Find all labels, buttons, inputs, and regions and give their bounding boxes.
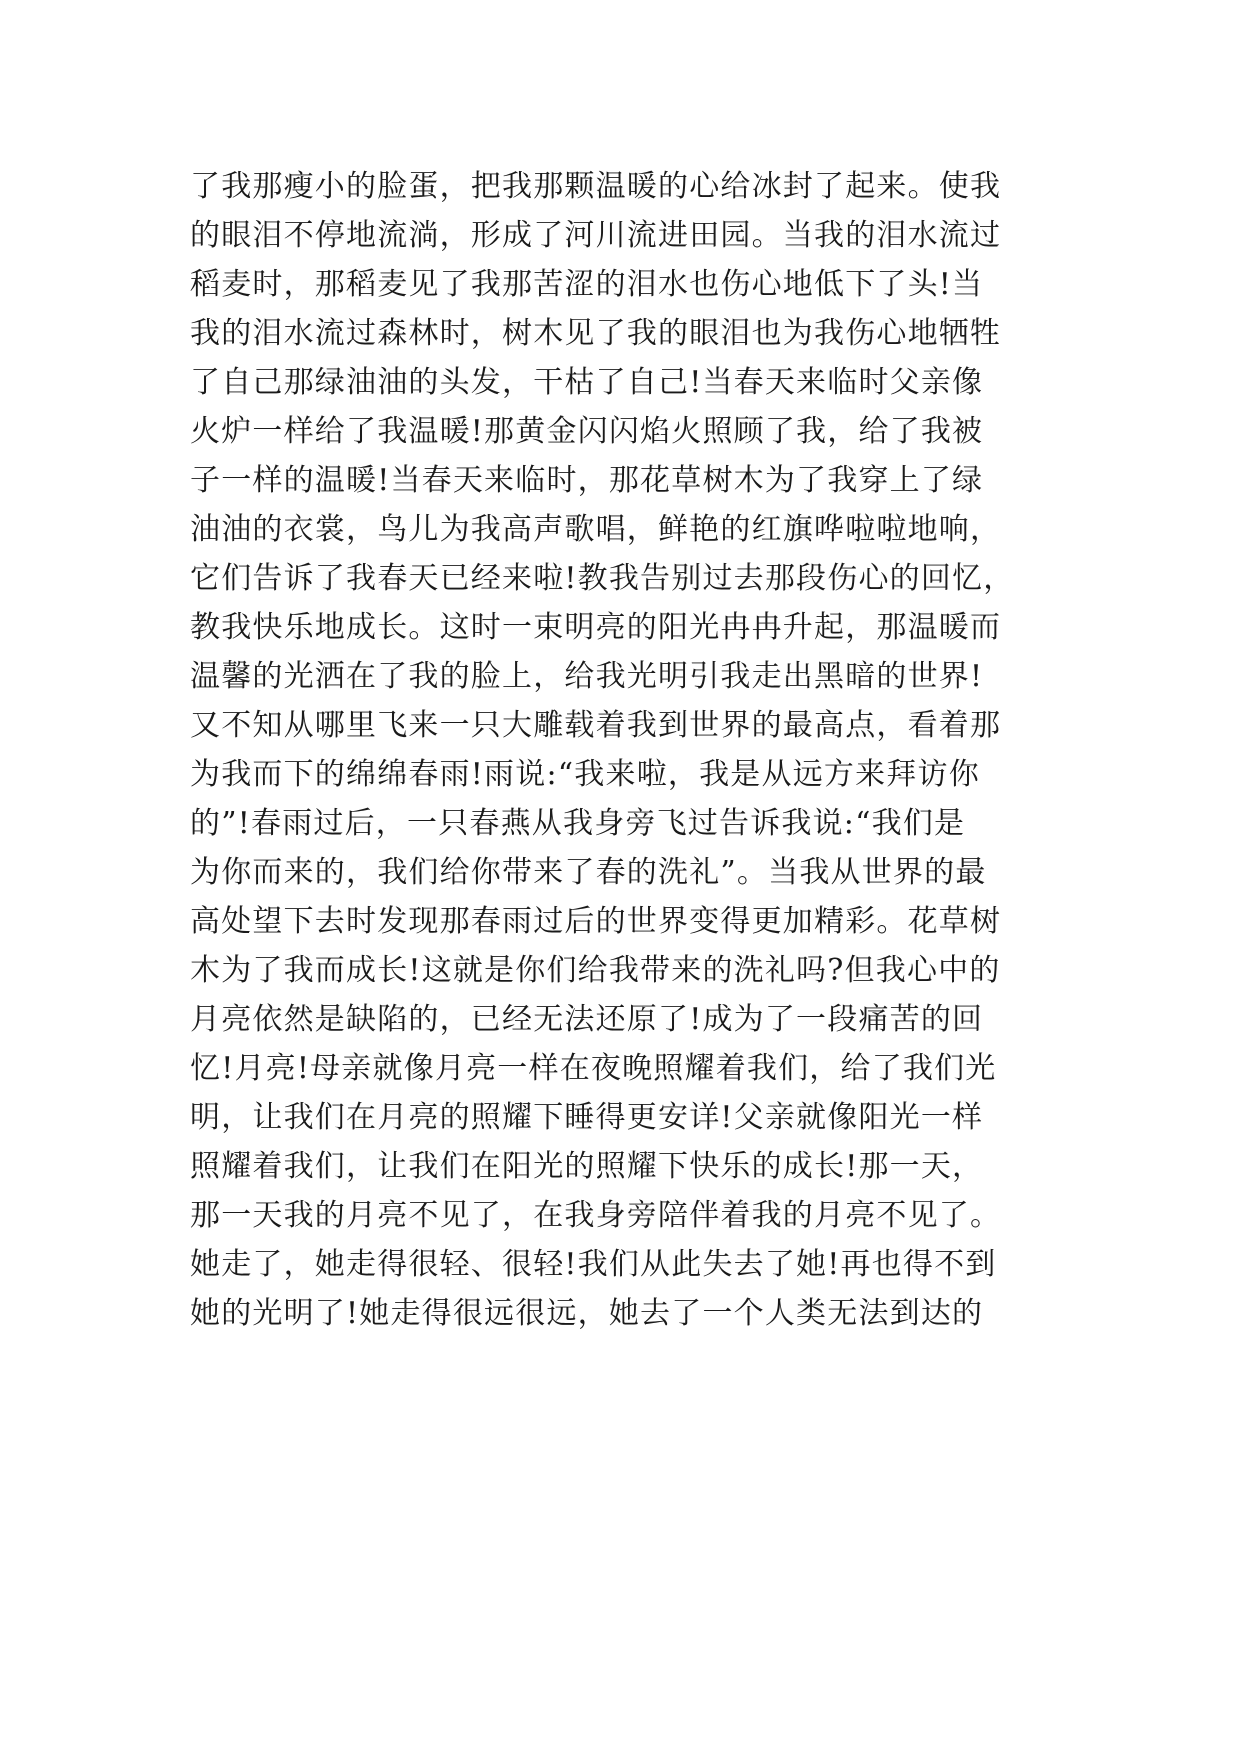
text-line: 那一天我的月亮不见了，在我身旁陪伴着我的月亮不见了。 xyxy=(190,1198,1002,1233)
text-line: 教我快乐地成长。这时一束明亮的阳光冉冉升起，那温暖而 xyxy=(190,610,1002,645)
text-line: 温馨的光洒在了我的脸上，给我光明引我走出黑暗的世界! xyxy=(190,659,984,694)
text-line: 我的泪水流过森林时，树木见了我的眼泪也为我伤心地牺牲 xyxy=(190,316,1002,351)
text-line: 高处望下去时发现那春雨过后的世界变得更加精彩。花草树 xyxy=(190,904,1002,939)
text-line: 为我而下的绵绵春雨!雨说:“我来啦，我是从远方来拜访你 xyxy=(190,757,980,792)
text-line: 它们告诉了我春天已经来啦!教我告别过去那段伤心的回忆， xyxy=(190,561,1015,596)
text-line: 木为了我而成长!这就是你们给我带来的洗礼吗?但我心中的 xyxy=(190,953,1001,988)
text-line: 忆!月亮!母亲就像月亮一样在夜晚照耀着我们，给了我们光 xyxy=(190,1051,997,1086)
text-line: 子一样的温暖!当春天来临时，那花草树木为了我穿上了绿 xyxy=(190,463,984,498)
text-line: 她走了，她走得很轻、很轻!我们从此失去了她!再也得不到 xyxy=(190,1247,997,1282)
text-line: 了我那瘦小的脸蛋，把我那颗温暖的心给冰封了起来。使我 xyxy=(190,169,1002,204)
text-line: 火炉一样给了我温暖!那黄金闪闪焰火照顾了我，给了我被 xyxy=(190,414,984,449)
text-line: 的眼泪不停地流淌，形成了河川流进田园。当我的泪水流过 xyxy=(190,218,1002,253)
text-line: 稻麦时，那稻麦见了我那苦涩的泪水也伤心地低下了头!当 xyxy=(190,267,984,302)
text-line: 又不知从哪里飞来一只大雕载着我到世界的最高点，看着那 xyxy=(190,708,1002,743)
text-line: 了自己那绿油油的头发，干枯了自己!当春天来临时父亲像 xyxy=(190,365,984,400)
text-line: 月亮依然是缺陷的，已经无法还原了!成为了一段痛苦的回 xyxy=(190,1002,984,1037)
body-text xyxy=(190,162,1080,1338)
text-line: 为你而来的，我们给你带来了春的洗礼”。当我从世界的最 xyxy=(190,855,987,890)
text-line: 油油的衣裳，鸟儿为我高声歌唱，鲜艳的红旗哗啦啦地响， xyxy=(190,512,1002,547)
text-line: 明，让我们在月亮的照耀下睡得更安详!父亲就像阳光一样 xyxy=(190,1100,984,1135)
text-line: 她的光明了!她走得很远很远，她去了一个人类无法到达的 xyxy=(190,1296,984,1331)
text-line: 的”!春雨过后，一只春燕从我身旁飞过告诉我说:“我们是 xyxy=(190,806,966,841)
text-line: 照耀着我们，让我们在阳光的照耀下快乐的成长!那一天， xyxy=(190,1149,984,1184)
